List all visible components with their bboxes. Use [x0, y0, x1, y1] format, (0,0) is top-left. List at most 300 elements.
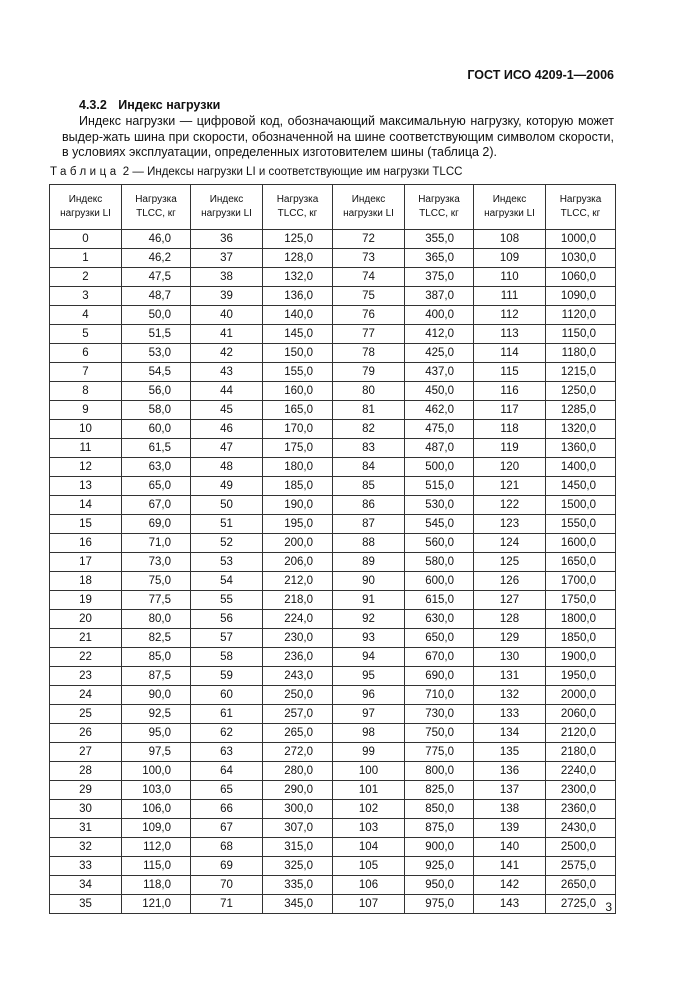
load-value-cell: 1285,0 — [546, 401, 616, 420]
load-index-cell: 80 — [333, 382, 405, 401]
table-row — [50, 800, 616, 819]
load-index-cell: 143 — [474, 895, 546, 914]
load-value-cell: 1400,0 — [546, 458, 616, 477]
load-value-cell: 290,0 — [263, 781, 333, 800]
load-index-cell: 121 — [474, 477, 546, 496]
load-value-cell: 345,0 — [263, 895, 333, 914]
load-value-cell: 475,0 — [405, 420, 474, 439]
table-row — [50, 382, 616, 401]
table-row — [50, 819, 616, 838]
load-index-cell: 9 — [50, 401, 122, 420]
load-value-cell: 500,0 — [405, 458, 474, 477]
load-value-cell: 145,0 — [263, 325, 333, 344]
load-index-cell: 30 — [50, 800, 122, 819]
load-index-table — [49, 184, 616, 914]
load-index-cell: 45 — [191, 401, 263, 420]
load-value-cell: 190,0 — [263, 496, 333, 515]
load-index-cell: 72 — [333, 230, 405, 249]
load-index-cell: 122 — [474, 496, 546, 515]
load-value-cell: 1215,0 — [546, 363, 616, 382]
load-index-cell: 10 — [50, 420, 122, 439]
load-value-cell: 212,0 — [263, 572, 333, 591]
table-row — [50, 876, 616, 895]
load-index-cell: 137 — [474, 781, 546, 800]
load-value-cell: 412,0 — [405, 325, 474, 344]
load-value-cell: 1180,0 — [546, 344, 616, 363]
load-index-cell: 43 — [191, 363, 263, 382]
table-row — [50, 344, 616, 363]
load-index-cell: 50 — [191, 496, 263, 515]
section-title: Индекс нагрузки — [118, 98, 221, 112]
load-value-cell: 615,0 — [405, 591, 474, 610]
load-value-cell: 136,0 — [263, 287, 333, 306]
load-index-cell: 37 — [191, 249, 263, 268]
load-value-cell: 975,0 — [405, 895, 474, 914]
load-value-cell: 56,0 — [122, 382, 191, 401]
load-value-cell: 265,0 — [263, 724, 333, 743]
load-index-cell: 134 — [474, 724, 546, 743]
load-index-cell: 2 — [50, 268, 122, 287]
load-index-cell: 92 — [333, 610, 405, 629]
load-index-cell: 3 — [50, 287, 122, 306]
load-index-cell: 82 — [333, 420, 405, 439]
load-value-cell: 1320,0 — [546, 420, 616, 439]
load-value-cell: 1800,0 — [546, 610, 616, 629]
load-index-cell: 42 — [191, 344, 263, 363]
table-row — [50, 325, 616, 344]
load-value-cell: 185,0 — [263, 477, 333, 496]
load-index-cell: 28 — [50, 762, 122, 781]
load-index-cell: 38 — [191, 268, 263, 287]
load-value-cell: 365,0 — [405, 249, 474, 268]
table-row — [50, 762, 616, 781]
load-index-cell: 8 — [50, 382, 122, 401]
load-index-cell: 95 — [333, 667, 405, 686]
load-index-cell: 111 — [474, 287, 546, 306]
load-index-cell: 139 — [474, 819, 546, 838]
load-value-cell: 77,5 — [122, 591, 191, 610]
load-index-cell: 128 — [474, 610, 546, 629]
table-row — [50, 420, 616, 439]
load-value-cell: 69,0 — [122, 515, 191, 534]
load-value-cell: 487,0 — [405, 439, 474, 458]
load-index-cell: 75 — [333, 287, 405, 306]
load-value-cell: 170,0 — [263, 420, 333, 439]
load-index-cell: 87 — [333, 515, 405, 534]
load-index-cell: 78 — [333, 344, 405, 363]
load-index-cell: 59 — [191, 667, 263, 686]
table-row — [50, 496, 616, 515]
load-value-cell: 257,0 — [263, 705, 333, 724]
load-index-cell: 109 — [474, 249, 546, 268]
table-row — [50, 534, 616, 553]
load-value-cell: 218,0 — [263, 591, 333, 610]
load-index-cell: 94 — [333, 648, 405, 667]
load-index-cell: 26 — [50, 724, 122, 743]
load-value-cell: 92,5 — [122, 705, 191, 724]
load-value-cell: 670,0 — [405, 648, 474, 667]
table-header-row — [50, 185, 616, 230]
load-index-cell: 81 — [333, 401, 405, 420]
header-index-cell: Индекс нагрузки LI — [50, 185, 122, 230]
load-value-cell: 630,0 — [405, 610, 474, 629]
load-index-cell: 100 — [333, 762, 405, 781]
table-row — [50, 287, 616, 306]
load-value-cell: 1550,0 — [546, 515, 616, 534]
load-index-cell: 29 — [50, 781, 122, 800]
table-row — [50, 724, 616, 743]
load-index-cell: 130 — [474, 648, 546, 667]
load-index-cell: 46 — [191, 420, 263, 439]
load-index-cell: 58 — [191, 648, 263, 667]
load-value-cell: 2000,0 — [546, 686, 616, 705]
load-index-cell: 41 — [191, 325, 263, 344]
load-value-cell: 2430,0 — [546, 819, 616, 838]
load-value-cell: 325,0 — [263, 857, 333, 876]
load-value-cell: 1360,0 — [546, 439, 616, 458]
load-index-cell: 118 — [474, 420, 546, 439]
load-index-cell: 62 — [191, 724, 263, 743]
load-index-cell: 4 — [50, 306, 122, 325]
load-index-cell: 79 — [333, 363, 405, 382]
load-value-cell: 85,0 — [122, 648, 191, 667]
header-load-cell: Нагрузка TLCC, кг — [546, 185, 616, 230]
load-value-cell: 600,0 — [405, 572, 474, 591]
header-index-cell: Индекс нагрузки LI — [474, 185, 546, 230]
table-row — [50, 610, 616, 629]
load-value-cell: 200,0 — [263, 534, 333, 553]
load-index-cell: 107 — [333, 895, 405, 914]
load-value-cell: 1250,0 — [546, 382, 616, 401]
header-load-cell: Нагрузка TLCC, кг — [122, 185, 191, 230]
section-heading — [79, 98, 220, 112]
load-value-cell: 925,0 — [405, 857, 474, 876]
load-value-cell: 530,0 — [405, 496, 474, 515]
section-paragraph: Индекс нагрузки — цифровой код, обозначающий максимальную нагрузку, которую может выдер-жать шина при скорости, обозначенной на шине соответствующим символом скорости, в условиях эксплуатации, определенных изготовителем шины (таблица 2). — [62, 114, 614, 159]
load-index-cell: 27 — [50, 743, 122, 762]
load-index-cell: 16 — [50, 534, 122, 553]
table-caption — [50, 166, 462, 178]
load-index-cell: 47 — [191, 439, 263, 458]
load-index-cell: 114 — [474, 344, 546, 363]
load-index-cell: 89 — [333, 553, 405, 572]
load-value-cell: 243,0 — [263, 667, 333, 686]
load-index-cell: 68 — [191, 838, 263, 857]
load-index-cell: 21 — [50, 629, 122, 648]
load-index-cell: 101 — [333, 781, 405, 800]
load-value-cell: 1030,0 — [546, 249, 616, 268]
load-index-cell: 142 — [474, 876, 546, 895]
load-index-cell: 99 — [333, 743, 405, 762]
table-row — [50, 705, 616, 724]
load-value-cell: 437,0 — [405, 363, 474, 382]
load-value-cell: 1700,0 — [546, 572, 616, 591]
load-value-cell: 1650,0 — [546, 553, 616, 572]
load-value-cell: 1060,0 — [546, 268, 616, 287]
load-index-cell: 14 — [50, 496, 122, 515]
load-value-cell: 109,0 — [122, 819, 191, 838]
header-index-cell: Индекс нагрузки LI — [333, 185, 405, 230]
load-value-cell: 650,0 — [405, 629, 474, 648]
load-value-cell: 875,0 — [405, 819, 474, 838]
load-index-cell: 40 — [191, 306, 263, 325]
load-index-cell: 138 — [474, 800, 546, 819]
load-index-cell: 97 — [333, 705, 405, 724]
load-value-cell: 1900,0 — [546, 648, 616, 667]
load-value-cell: 48,7 — [122, 287, 191, 306]
load-value-cell: 1850,0 — [546, 629, 616, 648]
load-index-cell: 48 — [191, 458, 263, 477]
load-value-cell: 97,5 — [122, 743, 191, 762]
load-index-cell: 54 — [191, 572, 263, 591]
load-index-cell: 73 — [333, 249, 405, 268]
table-row — [50, 781, 616, 800]
table-row — [50, 401, 616, 420]
load-value-cell: 307,0 — [263, 819, 333, 838]
load-value-cell: 118,0 — [122, 876, 191, 895]
load-index-cell: 120 — [474, 458, 546, 477]
load-value-cell: 58,0 — [122, 401, 191, 420]
load-index-cell: 13 — [50, 477, 122, 496]
load-value-cell: 1950,0 — [546, 667, 616, 686]
load-value-cell: 1750,0 — [546, 591, 616, 610]
load-value-cell: 1600,0 — [546, 534, 616, 553]
load-value-cell: 2725,0 — [546, 895, 616, 914]
load-index-cell: 44 — [191, 382, 263, 401]
load-index-cell: 1 — [50, 249, 122, 268]
load-value-cell: 180,0 — [263, 458, 333, 477]
load-value-cell: 54,5 — [122, 363, 191, 382]
load-index-cell: 15 — [50, 515, 122, 534]
load-value-cell: 65,0 — [122, 477, 191, 496]
load-value-cell: 400,0 — [405, 306, 474, 325]
load-value-cell: 250,0 — [263, 686, 333, 705]
load-index-cell: 110 — [474, 268, 546, 287]
load-value-cell: 1500,0 — [546, 496, 616, 515]
load-index-cell: 140 — [474, 838, 546, 857]
load-value-cell: 315,0 — [263, 838, 333, 857]
table-row — [50, 743, 616, 762]
table-row — [50, 857, 616, 876]
load-value-cell: 710,0 — [405, 686, 474, 705]
load-index-cell: 67 — [191, 819, 263, 838]
load-value-cell: 730,0 — [405, 705, 474, 724]
load-index-cell: 64 — [191, 762, 263, 781]
page-number: 3 — [605, 900, 612, 914]
load-index-cell: 91 — [333, 591, 405, 610]
load-index-cell: 69 — [191, 857, 263, 876]
table-row — [50, 268, 616, 287]
load-value-cell: 950,0 — [405, 876, 474, 895]
load-value-cell: 46,0 — [122, 230, 191, 249]
load-index-cell: 90 — [333, 572, 405, 591]
load-value-cell: 545,0 — [405, 515, 474, 534]
load-index-cell: 116 — [474, 382, 546, 401]
load-value-cell: 272,0 — [263, 743, 333, 762]
table-row — [50, 306, 616, 325]
load-value-cell: 155,0 — [263, 363, 333, 382]
load-value-cell: 115,0 — [122, 857, 191, 876]
load-value-cell: 775,0 — [405, 743, 474, 762]
table-row — [50, 667, 616, 686]
load-value-cell: 580,0 — [405, 553, 474, 572]
load-index-cell: 22 — [50, 648, 122, 667]
load-index-cell: 56 — [191, 610, 263, 629]
load-value-cell: 87,5 — [122, 667, 191, 686]
load-index-cell: 71 — [191, 895, 263, 914]
load-value-cell: 462,0 — [405, 401, 474, 420]
load-index-cell: 119 — [474, 439, 546, 458]
load-value-cell: 825,0 — [405, 781, 474, 800]
load-index-cell: 108 — [474, 230, 546, 249]
load-value-cell: 900,0 — [405, 838, 474, 857]
table-row — [50, 838, 616, 857]
load-index-cell: 123 — [474, 515, 546, 534]
load-value-cell: 73,0 — [122, 553, 191, 572]
load-index-cell: 61 — [191, 705, 263, 724]
load-index-cell: 12 — [50, 458, 122, 477]
load-index-cell: 85 — [333, 477, 405, 496]
load-value-cell: 300,0 — [263, 800, 333, 819]
load-index-cell: 84 — [333, 458, 405, 477]
table-row — [50, 895, 616, 914]
load-value-cell: 60,0 — [122, 420, 191, 439]
load-value-cell: 236,0 — [263, 648, 333, 667]
table-row — [50, 648, 616, 667]
load-value-cell: 71,0 — [122, 534, 191, 553]
load-index-cell: 86 — [333, 496, 405, 515]
load-value-cell: 82,5 — [122, 629, 191, 648]
load-value-cell: 1090,0 — [546, 287, 616, 306]
table-row — [50, 572, 616, 591]
table-row — [50, 553, 616, 572]
load-value-cell: 47,5 — [122, 268, 191, 287]
load-index-cell: 141 — [474, 857, 546, 876]
load-index-cell: 104 — [333, 838, 405, 857]
load-value-cell: 95,0 — [122, 724, 191, 743]
load-index-cell: 51 — [191, 515, 263, 534]
load-index-cell: 76 — [333, 306, 405, 325]
load-index-cell: 34 — [50, 876, 122, 895]
load-value-cell: 1450,0 — [546, 477, 616, 496]
table-body — [50, 230, 616, 914]
load-value-cell: 50,0 — [122, 306, 191, 325]
load-value-cell: 2500,0 — [546, 838, 616, 857]
load-value-cell: 850,0 — [405, 800, 474, 819]
load-index-cell: 33 — [50, 857, 122, 876]
load-index-cell: 35 — [50, 895, 122, 914]
table-row — [50, 230, 616, 249]
load-index-cell: 135 — [474, 743, 546, 762]
load-value-cell: 355,0 — [405, 230, 474, 249]
load-index-cell: 52 — [191, 534, 263, 553]
table-row — [50, 515, 616, 534]
load-value-cell: 2360,0 — [546, 800, 616, 819]
load-index-cell: 129 — [474, 629, 546, 648]
table-row — [50, 458, 616, 477]
load-index-cell: 49 — [191, 477, 263, 496]
load-index-cell: 5 — [50, 325, 122, 344]
load-value-cell: 425,0 — [405, 344, 474, 363]
load-value-cell: 80,0 — [122, 610, 191, 629]
load-value-cell: 103,0 — [122, 781, 191, 800]
load-index-cell: 0 — [50, 230, 122, 249]
header-index-cell: Индекс нагрузки LI — [191, 185, 263, 230]
load-index-cell: 131 — [474, 667, 546, 686]
load-value-cell: 224,0 — [263, 610, 333, 629]
load-index-cell: 105 — [333, 857, 405, 876]
load-index-cell: 36 — [191, 230, 263, 249]
load-value-cell: 690,0 — [405, 667, 474, 686]
load-index-cell: 96 — [333, 686, 405, 705]
load-index-cell: 125 — [474, 553, 546, 572]
load-value-cell: 195,0 — [263, 515, 333, 534]
section-number: 4.3.2 — [79, 98, 107, 112]
load-value-cell: 2060,0 — [546, 705, 616, 724]
load-index-cell: 18 — [50, 572, 122, 591]
load-index-cell: 25 — [50, 705, 122, 724]
load-value-cell: 160,0 — [263, 382, 333, 401]
load-index-cell: 127 — [474, 591, 546, 610]
table-caption-word: Таблица — [50, 166, 120, 178]
table-row — [50, 686, 616, 705]
load-value-cell: 132,0 — [263, 268, 333, 287]
load-value-cell: 75,0 — [122, 572, 191, 591]
table-row — [50, 363, 616, 382]
load-value-cell: 335,0 — [263, 876, 333, 895]
load-index-cell: 60 — [191, 686, 263, 705]
load-index-cell: 132 — [474, 686, 546, 705]
load-value-cell: 450,0 — [405, 382, 474, 401]
load-value-cell: 100,0 — [122, 762, 191, 781]
load-value-cell: 230,0 — [263, 629, 333, 648]
load-index-cell: 93 — [333, 629, 405, 648]
load-value-cell: 125,0 — [263, 230, 333, 249]
load-value-cell: 121,0 — [122, 895, 191, 914]
load-index-cell: 24 — [50, 686, 122, 705]
load-index-cell: 63 — [191, 743, 263, 762]
load-value-cell: 165,0 — [263, 401, 333, 420]
load-index-cell: 98 — [333, 724, 405, 743]
load-value-cell: 150,0 — [263, 344, 333, 363]
load-value-cell: 206,0 — [263, 553, 333, 572]
load-index-cell: 115 — [474, 363, 546, 382]
load-index-cell: 103 — [333, 819, 405, 838]
load-index-cell: 57 — [191, 629, 263, 648]
table-row — [50, 249, 616, 268]
table-row — [50, 629, 616, 648]
load-value-cell: 1120,0 — [546, 306, 616, 325]
load-index-cell: 6 — [50, 344, 122, 363]
load-value-cell: 2650,0 — [546, 876, 616, 895]
load-value-cell: 61,5 — [122, 439, 191, 458]
load-index-cell: 70 — [191, 876, 263, 895]
load-index-cell: 11 — [50, 439, 122, 458]
load-value-cell: 515,0 — [405, 477, 474, 496]
load-index-cell: 77 — [333, 325, 405, 344]
load-value-cell: 128,0 — [263, 249, 333, 268]
load-value-cell: 2180,0 — [546, 743, 616, 762]
load-value-cell: 2120,0 — [546, 724, 616, 743]
load-value-cell: 67,0 — [122, 496, 191, 515]
table-row — [50, 439, 616, 458]
section-paragraph-block — [62, 114, 614, 161]
load-index-cell: 20 — [50, 610, 122, 629]
load-index-cell: 117 — [474, 401, 546, 420]
load-index-cell: 126 — [474, 572, 546, 591]
load-value-cell: 2575,0 — [546, 857, 616, 876]
load-index-cell: 88 — [333, 534, 405, 553]
